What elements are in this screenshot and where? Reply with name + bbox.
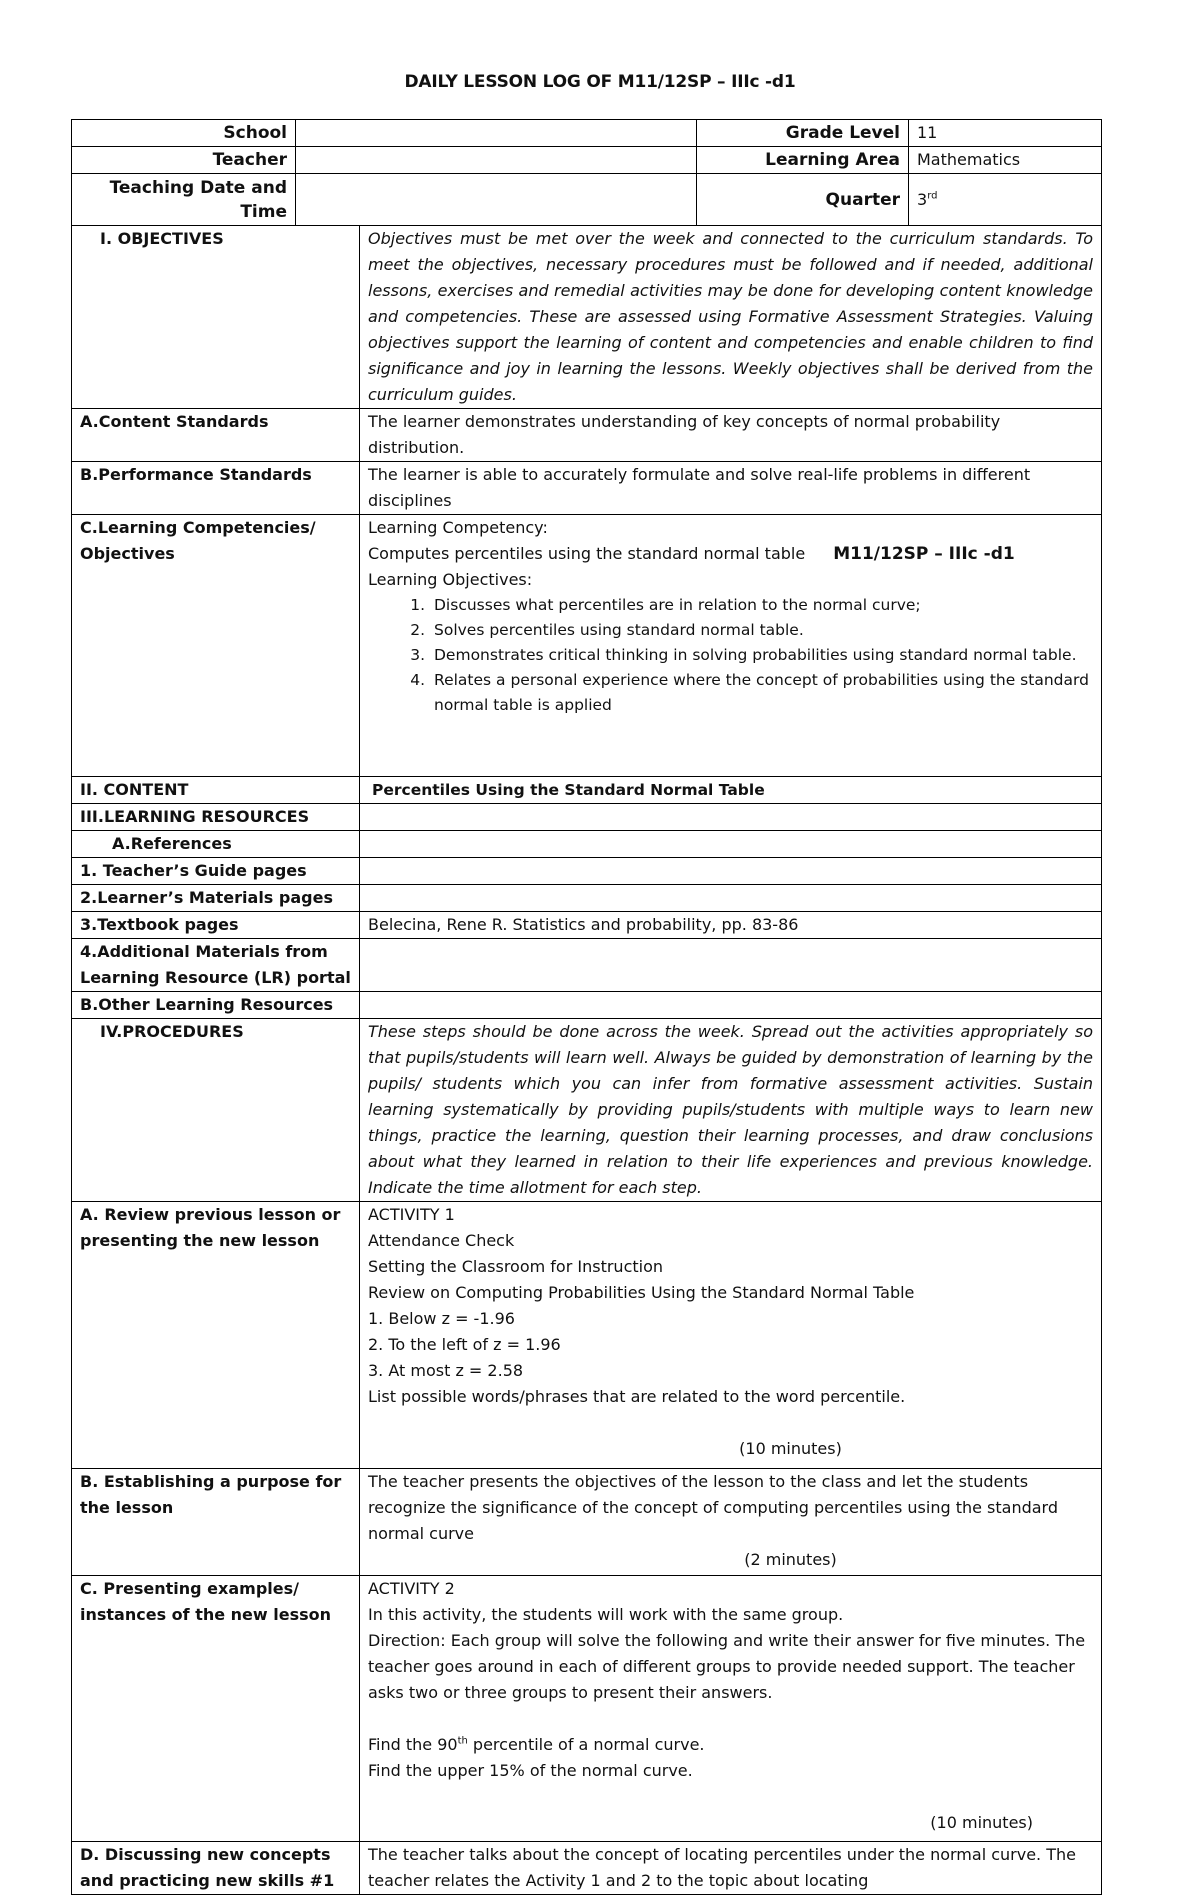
teaching-date-value bbox=[296, 174, 697, 226]
competency-heading: Learning Competency: bbox=[368, 518, 548, 537]
resources-value bbox=[360, 804, 1102, 831]
teaching-date-label bbox=[72, 174, 296, 226]
review-time: (10 minutes) bbox=[739, 1439, 842, 1458]
review-label-line1: A. Review previous lesson or bbox=[80, 1205, 341, 1224]
review-line: Review on Computing Probabilities Using the Standard Normal Table bbox=[368, 1283, 915, 1302]
purpose-label bbox=[72, 1469, 360, 1576]
quarter-suffix: rd bbox=[927, 190, 938, 202]
quarter-value: 3 bbox=[917, 189, 928, 209]
review-line: Attendance Check bbox=[368, 1231, 515, 1250]
teachers-guide-value bbox=[360, 858, 1102, 885]
procedures-label: IV.PROCEDURES bbox=[72, 1019, 360, 1202]
textbook-value: Belecina, Rene R. Statistics and probability, pp. 83-86 bbox=[360, 912, 1102, 939]
competencies-label-line2: Objectives bbox=[80, 544, 175, 563]
competencies-label bbox=[72, 515, 360, 777]
spacer bbox=[368, 1410, 1093, 1436]
examples-label bbox=[72, 1576, 360, 1842]
competency-code: M11/12SP – IIIc -d1 bbox=[833, 544, 1015, 564]
objective-item: 3. Demonstrates critical thinking in solving probabilities using standard normal table. bbox=[430, 643, 1093, 668]
content-standards-label: A.Content Standards bbox=[72, 409, 360, 462]
review-line: 2. To the left of z = 1.96 bbox=[368, 1335, 561, 1354]
learners-materials-value bbox=[360, 885, 1102, 912]
review-label-line2: presenting the new lesson bbox=[80, 1231, 320, 1250]
discussing-label bbox=[72, 1842, 360, 1895]
references-value bbox=[360, 831, 1102, 858]
spacer bbox=[368, 1784, 1093, 1810]
competency-line bbox=[368, 541, 1093, 567]
page-title: DAILY LESSON LOG OF M11/12SP – IIIc -d1 bbox=[404, 72, 796, 92]
references-label: A.References bbox=[72, 831, 360, 858]
review-line: 1. Below z = -1.96 bbox=[368, 1309, 515, 1328]
examples-problem-2: Find the upper 15% of the normal curve. bbox=[368, 1761, 693, 1780]
resources-label: III.LEARNING RESOURCES bbox=[72, 804, 360, 831]
examples-label-line1: C. Presenting examples/ bbox=[80, 1579, 299, 1598]
purpose-label-line1: B. Establishing a purpose for bbox=[80, 1472, 342, 1491]
discussing-text: The teacher talks about the concept of locating percentiles under the normal curve. The teacher relates the Activity 1 and 2 to the topic about locating bbox=[360, 1842, 1102, 1895]
objective-item: 4. Relates a personal experience where the concept of probabilities using the standard normal table is applied bbox=[430, 668, 1093, 718]
review-body bbox=[360, 1202, 1102, 1469]
review-line: ACTIVITY 1 bbox=[368, 1205, 455, 1224]
purpose-body bbox=[360, 1469, 1102, 1576]
purpose-time: (2 minutes) bbox=[744, 1550, 837, 1569]
content-standards-text: The learner demonstrates understanding of key concepts of normal probability distribution. bbox=[360, 409, 1102, 462]
additional-label-line2: Learning Resource (LR) portal bbox=[80, 968, 351, 987]
teachers-guide-label: 1. Teacher’s Guide pages bbox=[72, 858, 360, 885]
teaching-date-label-line1: Teaching Date and bbox=[109, 177, 287, 198]
quarter-label: Quarter bbox=[697, 174, 909, 226]
objective-item: 1. Discusses what percentiles are in relation to the normal curve; bbox=[430, 593, 1093, 618]
examples-line: Direction: Each group will solve the following and write their answer for five minutes. The teacher goes around in each of different groups to provide needed support. The teacher asks two or three groups to present their answers. bbox=[368, 1631, 1086, 1702]
additional-label-line1: 4.Additional Materials from bbox=[80, 942, 328, 961]
teacher-value bbox=[296, 147, 697, 174]
examples-line: ACTIVITY 2 bbox=[368, 1579, 455, 1598]
content-label: II. CONTENT bbox=[72, 777, 360, 804]
competency-text: Computes percentiles using the standard normal table bbox=[368, 544, 806, 563]
procedures-note: These steps should be done across the week. Spread out the activities appropriately so that pupils/students will learn well. Always be guided by demonstration of learning by the pupils/ students which you can infer from formative assessment activities. Sustain learning systematically by providing pupils/students with multiple ways to learn new things, practice the learning, question their learning processes, and draw conclusions about what they learned in relation to their life experiences and previous knowledge. Indicate the time allotment for each step. bbox=[360, 1019, 1102, 1202]
objective-item: 2. Solves percentiles using standard normal table. bbox=[430, 618, 1093, 643]
purpose-label-line2: the lesson bbox=[80, 1498, 174, 1517]
purpose-text: The teacher presents the objectives of the lesson to the class and let the students recognize the significance of the concept of computing percentiles using the standard normal curve bbox=[368, 1472, 1059, 1543]
review-line: List possible words/phrases that are related to the word percentile. bbox=[368, 1387, 906, 1406]
lesson-log-table bbox=[71, 119, 1102, 1895]
spacer bbox=[368, 1706, 1093, 1732]
learning-area-label: Learning Area bbox=[697, 147, 909, 174]
additional-materials-label bbox=[72, 939, 360, 992]
review-label bbox=[72, 1202, 360, 1469]
textbook-label: 3.Textbook pages bbox=[72, 912, 360, 939]
examples-problem-1 bbox=[368, 1732, 1093, 1758]
additional-materials-value bbox=[360, 939, 1102, 992]
other-resources-value bbox=[360, 992, 1102, 1019]
objectives-list bbox=[368, 593, 1093, 718]
learning-area-value: Mathematics bbox=[909, 147, 1102, 174]
problem1-sup: th bbox=[457, 1735, 468, 1747]
problem1-post: percentile of a normal curve. bbox=[467, 1735, 705, 1754]
examples-time: (10 minutes) bbox=[930, 1813, 1033, 1832]
competencies-body bbox=[360, 515, 1102, 777]
performance-standards-text: The learner is able to accurately formulate and solve real-life problems in different disciplines bbox=[360, 462, 1102, 515]
performance-standards-label: B.Performance Standards bbox=[72, 462, 360, 515]
competencies-label-line1: C.Learning Competencies/ bbox=[80, 518, 316, 537]
teaching-date-label-line2: Time bbox=[240, 201, 287, 222]
problem1-pre: Find the 90 bbox=[368, 1735, 458, 1754]
objectives-note: Objectives must be met over the week and connected to the curriculum standards. To meet the objectives, necessary procedures must be followed and if needed, additional lessons, exercises and remedial activities may be done for developing content knowledge and competencies. These are assessed using Formative Assessment Strategies. Valuing objectives support the learning of content and competencies and enable children to find significance and joy in learning the lessons. Weekly objectives shall be derived from the curriculum guides. bbox=[360, 226, 1102, 409]
school-label: School bbox=[72, 120, 296, 147]
examples-line: In this activity, the students will work with the same group. bbox=[368, 1605, 844, 1624]
discussing-label-line2: and practicing new skills #1 bbox=[80, 1871, 335, 1890]
examples-label-line2: instances of the new lesson bbox=[80, 1605, 332, 1624]
other-resources-label: B.Other Learning Resources bbox=[72, 992, 360, 1019]
learners-materials-label: 2.Learner’s Materials pages bbox=[72, 885, 360, 912]
examples-body bbox=[360, 1576, 1102, 1842]
school-value bbox=[296, 120, 697, 147]
teacher-label: Teacher bbox=[72, 147, 296, 174]
discussing-label-line1: D. Discussing new concepts bbox=[80, 1845, 331, 1864]
review-line: 3. At most z = 2.58 bbox=[368, 1361, 524, 1380]
grade-level-value: 11 bbox=[909, 120, 1102, 147]
content-text: Percentiles Using the Standard Normal Table bbox=[360, 777, 1102, 804]
objectives-heading: Learning Objectives: bbox=[368, 570, 533, 589]
objectives-label: I. OBJECTIVES bbox=[72, 226, 360, 409]
quarter-cell bbox=[909, 174, 1102, 226]
grade-level-label: Grade Level bbox=[697, 120, 909, 147]
review-line: Setting the Classroom for Instruction bbox=[368, 1257, 664, 1276]
